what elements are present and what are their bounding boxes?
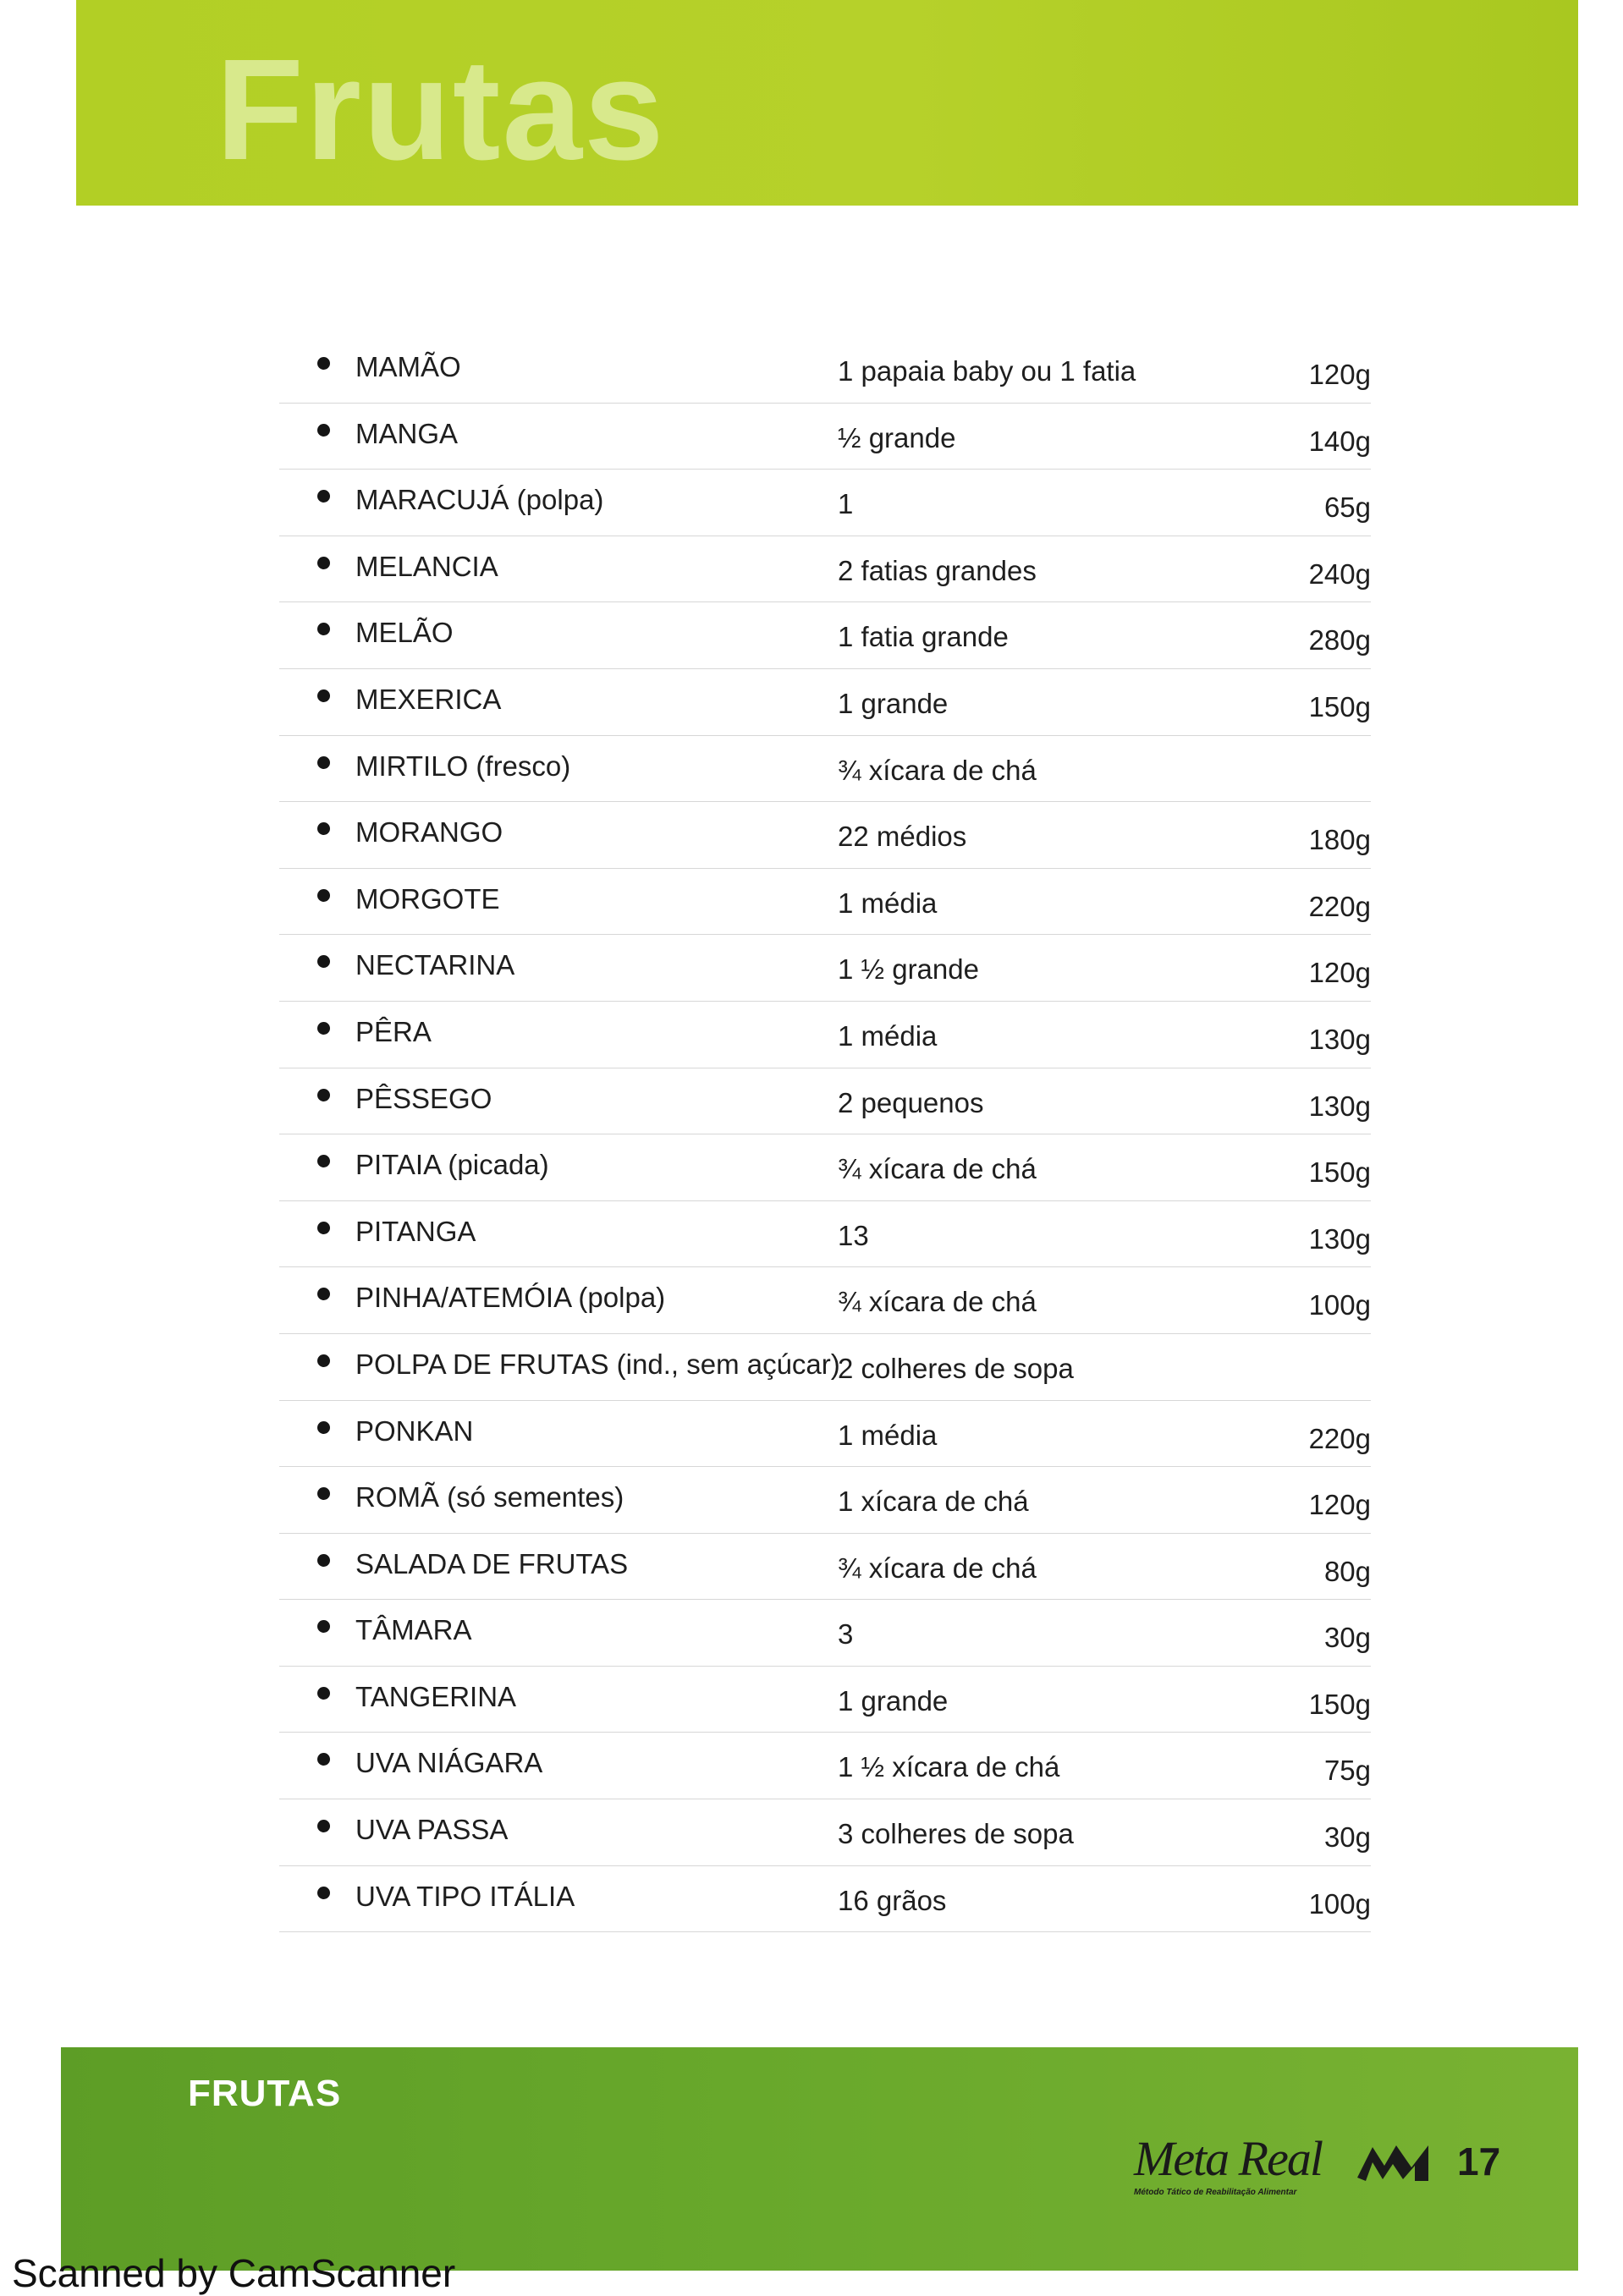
page-title: Frutas [216, 30, 666, 190]
food-name: TANGERINA [355, 1680, 517, 1712]
footer-section-label: FRUTAS [188, 2073, 342, 2114]
list-item [279, 536, 1371, 603]
food-weight: 180g [1308, 824, 1371, 856]
food-portion: 2 colheres de sopa [838, 1352, 1074, 1384]
food-name: MANGA [355, 417, 459, 449]
food-portion: ¾ xícara de chá [838, 1552, 1037, 1584]
food-portion: ½ grande [838, 421, 956, 453]
food-name: UVA TIPO ITÁLIA [355, 1880, 575, 1912]
food-portion: 1 média [838, 887, 938, 919]
list-item [279, 1600, 1371, 1667]
list-item [279, 404, 1371, 470]
food-weight: 80g [1323, 1555, 1371, 1587]
food-portion: 3 colheres de sopa [838, 1818, 1074, 1850]
bullet-icon [317, 1222, 330, 1234]
food-portion: ¾ xícara de chá [838, 1286, 1037, 1318]
food-name: MELANCIA [355, 550, 498, 582]
bullet-icon [317, 756, 330, 769]
food-portion: 1 fatia grande [838, 621, 1009, 653]
food-portion: 1 [838, 488, 854, 520]
food-name: UVA NIÁGARA [355, 1747, 543, 1779]
food-weight: 220g [1308, 1422, 1371, 1454]
food-portion: 1 grande [838, 1684, 949, 1717]
bullet-icon [317, 557, 330, 569]
food-weight: 150g [1308, 1156, 1371, 1189]
brand-tagline: Método Tático de Reabilitação Alimentar [1134, 2188, 1297, 2197]
food-weight: 120g [1308, 957, 1371, 989]
list-item [279, 1334, 1371, 1401]
bullet-icon [317, 955, 330, 968]
bullet-icon [317, 1155, 330, 1167]
food-weight: 140g [1308, 425, 1371, 457]
food-portion: 1 média [838, 1419, 938, 1451]
food-portion: 1 média [838, 1019, 938, 1052]
list-item [279, 1733, 1371, 1799]
header-band [76, 0, 1578, 206]
list-item [279, 1201, 1371, 1268]
food-name: ROMÃ (só sementes) [355, 1481, 624, 1513]
food-name: PÊRA [355, 1015, 432, 1047]
food-weight: 75g [1323, 1755, 1371, 1787]
food-portion: 16 grãos [838, 1884, 947, 1916]
bullet-icon [317, 357, 330, 370]
food-weight: 130g [1308, 1090, 1371, 1122]
list-item [279, 470, 1371, 536]
list-item [279, 935, 1371, 1002]
bullet-icon [317, 1089, 330, 1101]
food-portion: 1 ½ grande [838, 953, 979, 986]
food-weight: 100g [1308, 1887, 1371, 1920]
brand-logo [1134, 2132, 1439, 2208]
list-item [279, 1467, 1371, 1534]
list-item [279, 869, 1371, 936]
food-portion: 22 médios [838, 821, 967, 853]
bullet-icon [317, 1887, 330, 1899]
food-weight: 150g [1308, 690, 1371, 722]
bullet-icon [317, 424, 330, 437]
list-item [279, 736, 1371, 803]
food-portion: 1 ½ xícara de chá [838, 1751, 1060, 1783]
food-portion: 3 [838, 1618, 854, 1651]
list-item [279, 1002, 1371, 1068]
food-name: PITANGA [355, 1215, 476, 1247]
food-name: MIRTILO (fresco) [355, 750, 571, 782]
food-name: TÂMARA [355, 1614, 472, 1646]
bullet-icon [317, 1487, 330, 1500]
list-item [279, 1068, 1371, 1135]
food-name: MORGOTE [355, 882, 500, 915]
list-item [279, 1401, 1371, 1468]
food-name: MAMÃO [355, 351, 461, 382]
food-list [279, 337, 1371, 1932]
food-weight: 220g [1308, 890, 1371, 922]
food-portion: 1 papaia baby ou 1 fatia [838, 355, 1136, 387]
food-portion: 2 fatias grandes [838, 554, 1037, 586]
food-weight: 100g [1308, 1289, 1371, 1321]
list-item [279, 1799, 1371, 1866]
food-portion: 1 xícara de chá [838, 1486, 1029, 1518]
food-weight: 150g [1308, 1688, 1371, 1720]
list-item [279, 1267, 1371, 1334]
list-item [279, 602, 1371, 669]
food-weight: 130g [1308, 1222, 1371, 1255]
food-portion: 2 pequenos [838, 1086, 984, 1118]
bullet-icon [317, 490, 330, 503]
food-weight: 130g [1308, 1023, 1371, 1055]
food-portion: ¾ xícara de chá [838, 754, 1037, 786]
food-name: PÊSSEGO [355, 1082, 492, 1114]
food-name: UVA PASSA [355, 1814, 509, 1846]
food-name: PINHA/ATEMÓIA (polpa) [355, 1282, 666, 1314]
bullet-icon [317, 889, 330, 902]
bullet-icon [317, 1820, 330, 1832]
food-name: SALADA DE FRUTAS [355, 1547, 629, 1579]
brand-name: Meta Real [1134, 2131, 1322, 2186]
list-item [279, 802, 1371, 869]
list-item [279, 1534, 1371, 1601]
food-name: POLPA DE FRUTAS (ind., sem açúcar) [355, 1348, 840, 1380]
brand-mark-icon [1356, 2140, 1432, 2184]
food-name: PONKAN [355, 1414, 474, 1447]
food-name: MARACUJÁ (polpa) [355, 484, 604, 516]
bullet-icon [317, 1687, 330, 1700]
bullet-icon [317, 689, 330, 702]
food-name: MEXERICA [355, 683, 502, 715]
food-weight: 280g [1308, 624, 1371, 656]
food-portion: ¾ xícara de chá [838, 1153, 1037, 1185]
bullet-icon [317, 1554, 330, 1567]
bullet-icon [317, 1288, 330, 1300]
food-weight: 30g [1323, 1821, 1371, 1854]
page-number: 17 [1457, 2139, 1501, 2183]
food-portion: 1 grande [838, 687, 949, 719]
food-name: NECTARINA [355, 949, 515, 981]
food-weight: 240g [1308, 558, 1371, 590]
food-weight: 120g [1308, 1489, 1371, 1521]
footer-band [61, 2047, 1578, 2271]
list-item [279, 669, 1371, 736]
food-weight: 30g [1323, 1622, 1371, 1654]
bullet-icon [317, 1022, 330, 1035]
bullet-icon [317, 822, 330, 835]
bullet-icon [317, 1620, 330, 1633]
food-weight: 120g [1308, 359, 1371, 390]
food-name: MELÃO [355, 617, 454, 649]
food-weight: 65g [1323, 492, 1371, 524]
list-item [279, 337, 1371, 404]
list-item [279, 1134, 1371, 1201]
bullet-icon [317, 623, 330, 635]
food-name: PITAIA (picada) [355, 1149, 549, 1181]
list-item [279, 1667, 1371, 1733]
list-item [279, 1866, 1371, 1933]
scanner-watermark: Scanned by CamScanner [12, 2251, 456, 2295]
food-name: MORANGO [355, 816, 503, 849]
bullet-icon [317, 1753, 330, 1766]
bullet-icon [317, 1354, 330, 1367]
food-portion: 13 [838, 1219, 869, 1251]
bullet-icon [317, 1421, 330, 1434]
